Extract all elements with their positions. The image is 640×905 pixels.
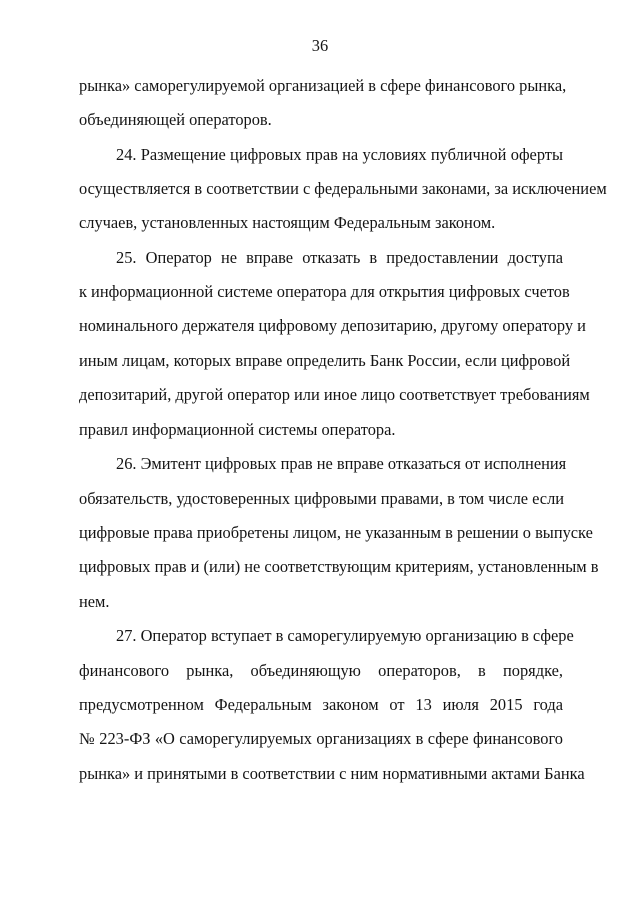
- text-line: обязательств, удостоверенных цифровыми правами, в том числе если: [79, 489, 565, 508]
- text-line: рынка» саморегулируемой организацией в сфере финансового рынка,: [79, 76, 567, 95]
- text-line: объединяющей операторов.: [79, 110, 272, 129]
- paragraph-27-first-line: 27. Оператор вступает в саморегулируемую организацию в сфере: [116, 626, 574, 645]
- text-line: рынка» и принятыми в соответствии с ним нормативными актами Банка: [79, 764, 585, 783]
- text-line: предусмотренном Федеральным законом от 13 июля 2015 года: [79, 695, 563, 714]
- text-line: цифровые права приобретены лицом, не указанным в решении о выпуске: [79, 523, 593, 542]
- text-line: случаев, установленных настоящим Федеральным законом.: [79, 213, 496, 232]
- page-number: 36: [311, 36, 329, 55]
- paragraph-25-first-line: 25. Оператор не вправе отказать в предоставлении доступа: [116, 248, 563, 267]
- text-line: № 223-ФЗ «О саморегулируемых организациях в сфере финансового: [79, 729, 563, 748]
- text-line: цифровых прав и (или) не соответствующим критериям, установленным в: [79, 557, 599, 576]
- text-line: номинального держателя цифровому депозитарию, другому оператору и: [79, 316, 586, 335]
- paragraph-24-first-line: 24. Размещение цифровых прав на условиях публичной оферты: [116, 145, 563, 164]
- text-line: нем.: [79, 592, 110, 611]
- paragraph-26-first-line: 26. Эмитент цифровых прав не вправе отказаться от исполнения: [116, 454, 567, 473]
- text-line: иным лицам, которых вправе определить Банк России, если цифровой: [79, 351, 571, 370]
- text-line: осуществляется в соответствии с федеральными законами, за исключением: [79, 179, 607, 198]
- text-line: к информационной системе оператора для открытия цифровых счетов: [79, 282, 570, 301]
- text-line: правил информационной системы оператора.: [79, 420, 396, 439]
- text-line: депозитарий, другой оператор или иное лицо соответствует требованиям: [79, 385, 590, 404]
- text-line: финансового рынка, объединяющую операторов, в порядке,: [79, 661, 563, 680]
